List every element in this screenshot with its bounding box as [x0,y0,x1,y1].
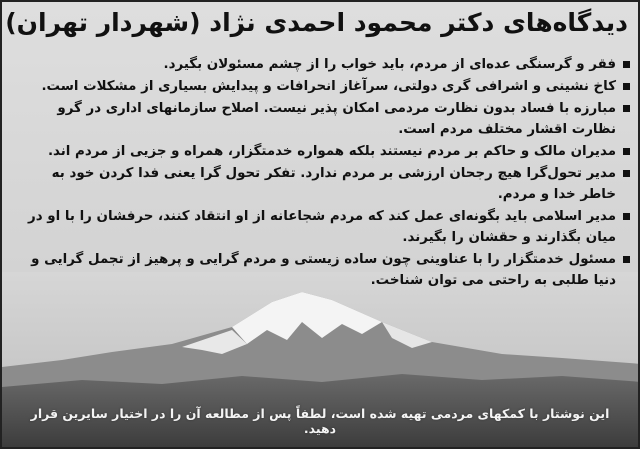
list-item [28,141,632,162]
statement-text: فقر و گرسنگی عده‌ای از مردم، باید خواب را از چشم مسئولان بگیرد. [163,57,616,72]
statement-text: مدیر تحول‌گرا هیچ رجحان ارزشی بر مردم ندارد. تفکر تحول گرا یعنی فدا کردن خود به خاطر خدا و مردم. [51,166,616,202]
statement-text: کاخ نشینی و اشرافی گری دولتی، سرآغاز انحرافات و پیدایش بسیاری از مشکلات است. [41,79,616,94]
statement-text: مبارزه با فساد بدون نظارت مردمی امکان پذیر نیست. اصلاح سازمانهای اداری در گرو نظارت اقشار مختلف مردم است. [57,101,616,137]
list-item [28,76,632,97]
statement-text: مسئول خدمتگزار را با عناوینی چون ساده زیستی و مردم گرایی و پرهیز از تجمل گرایی و دنیا طلبی به راحتی می توان شناخت. [31,252,616,288]
bullet-square-icon [623,105,630,112]
list-item [28,249,632,291]
bullet-square-icon [623,213,630,220]
list-item [28,54,632,75]
statement-text: مدیران مالک و حاکم بر مردم نیستند بلکه همواره خدمتگزار، همراه و جزیی از مردم اند. [47,144,616,159]
list-item [28,163,632,205]
bullet-square-icon [623,61,630,68]
page-title: دیدگاه‌های دکتر محمود احمدی نژاد (شهردار تهران) [5,8,628,37]
bullet-square-icon [623,256,630,263]
bullet-square-icon [623,148,630,155]
footer-note: این نوشتار با کمکهای مردمی تهیه شده است، لطفاً پس از مطالعه آن را در اختیار سایرین قرار دهید. [30,406,610,436]
list-item [28,98,632,140]
bullet-square-icon [623,83,630,90]
statements-list [28,54,632,292]
bullet-square-icon [623,170,630,177]
statement-text: مدیر اسلامی باید بگونه‌ای عمل کند که مردم شجاعانه از او انتقاد کنند، حرفشان را با او در میان بگذارند و حقشان را بگیرند. [28,209,616,245]
list-item [28,206,632,248]
